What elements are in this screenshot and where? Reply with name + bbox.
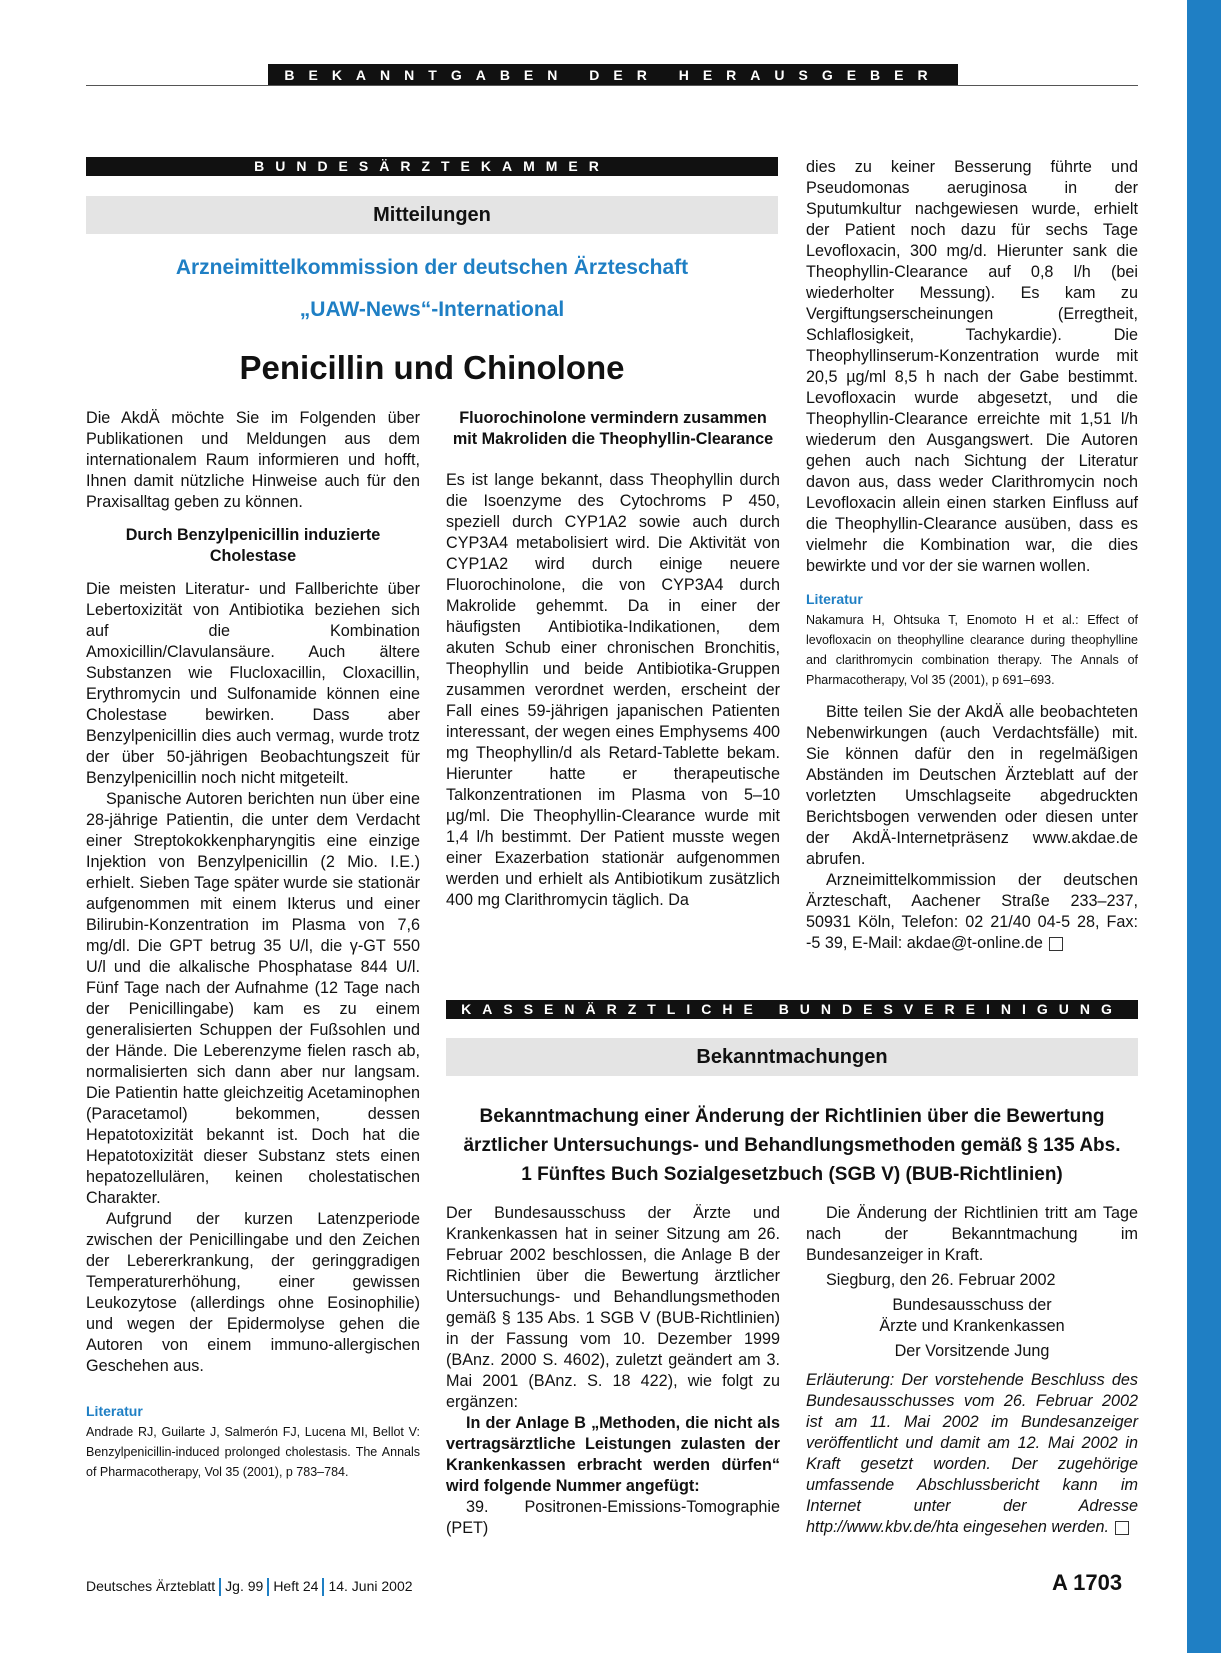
article-title: Penicillin und Chinolone <box>239 349 625 386</box>
header-rule <box>86 85 1138 86</box>
end-mark-icon <box>1115 1521 1129 1535</box>
kbv-column-2 <box>806 1203 1138 1538</box>
section-heading-mitteilungen: Mitteilungen <box>86 196 778 234</box>
footer-citation <box>86 1578 413 1596</box>
note-text: Erläuterung: Der vorstehende Beschluss des Bundesausschusses vom 26. Februar 2002 ist am 11. Mai 2002 im Bundesanzeiger veröffentlicht und damit am 12. Mai 2002 in Kraft gesetzt worden. Der zugehörige umfassende Abschlussbericht kann im Internet unter der Adresse http://www.kbv.de/hta eingesehen werden. <box>806 1371 1138 1536</box>
place-date: Siegburg, den 26. Februar 2002 <box>826 1271 1056 1289</box>
edge-color-bar <box>1187 0 1221 1653</box>
page-number: A 1703 <box>1052 1570 1123 1595</box>
signature-line: Bundesausschuss der <box>892 1296 1052 1314</box>
paragraph: Es ist lange bekannt, dass Theophyllin durch die Isoenzyme des Cytochroms P 450, speziell durch CYP1A2 sowie auch durch CYP3A4 metabolisiert wird. Die Aktivität von CYP1A2 wird durch einige neuere Fluorochinolone, die von CYP3A4 durch Makrolide gehemmt. Da in einer der häufigsten Antibiotika-Indikationen, dem akuten Schub einer chronischen Bronchitis, Theophyllin und beide Antibiotika-Gruppen zusammen verordnet werden, erscheint der Fall eines 59-jährigen japanischen Patienten interessant, der wegen eines Emphysems 400 mg Theophyllin/d als Retard-Tablette bekam. Hierunter hatte er therapeutische Talkonzentrationen im Plasma von 5–10 µg/ml. Die Theophyllin-Clearance wurde mit 1,4 l/h bestimmt. Der Patient musste wegen einer Exazerbation stationär aufgenommen werden und erhielt als Antibiotikum zusätzlich 400 mg Clarithromycin täglich. Da <box>446 471 780 909</box>
baek-section-bar: BUNDESÄRZTEKAMMER <box>86 157 778 176</box>
volume: Jg. 99 <box>225 1578 264 1594</box>
paragraph: dies zu keiner Besserung führte und Pseudomonas aeruginosa in der Sputumkultur nachgewiesen wurde, erhielt der Patient noch dazu für sechs Tage Levofloxacin, 300 mg/d. Hierunter sank die Theophyllin-Clearance auf 0,8 l/h (bei wiederholter Messung). Es kam zu Vergiftungserscheinungen (Erregtheit, Schlaflosigkeit, Tachykardie). Die Theophyllinserum-Konzentration wurde mit 20,5 µg/ml 8,5 h nach der Gabe bestimmt. Levofloxacin wurde abgesetzt, und die Theophyllin-Clearance erreichte mit 1,51 l/h wiederum den Ausgangswert. Die Autoren gehen auch nach Sichtung der Literatur davon aus, dass weder Clarithromycin noch Levofloxacin allein einen starken Einfluss auf die Theophyllin-Clearance ausüben, dass es vielmehr die Kombination war, die dies bewirkte und vor der sie warnen wollen. <box>806 158 1138 575</box>
announcement-title: Bekanntmachung einer Änderung der Richtlinien über die Bewertung ärztlicher Untersuchungs- und Behandlungsmethoden gemäß § 135 Abs. 1 Fünftes Buch Sozialgesetzbuch (SGB V) (BUB-Richtlinien) <box>463 1106 1121 1185</box>
separator <box>219 1578 221 1596</box>
paragraph-item-39: 39. Positronen-Emissions-Tomographie (PET) <box>446 1498 780 1537</box>
explanation-note <box>806 1370 1138 1538</box>
paragraph-anlage-b: In der Anlage B „Methoden, die nicht als vertragsärztliche Leistungen zulasten der Krankenkassen erbracht werden dürfen“ wird folgende Nummer angefügt: <box>446 1414 780 1495</box>
kicker-uaw-news: „UAW-News“-International <box>299 298 565 321</box>
kbv-section-bar: KASSENÄRZTLICHE BUNDESVEREINIGUNG <box>446 1000 1138 1019</box>
end-mark-icon <box>1049 937 1063 951</box>
paragraph: Die meisten Literatur- und Fallberichte über Lebertoxizität von Antibiotika beziehen sich auf die Kombination Amoxicillin/Clavulansäure. Auch ältere Substanzen wie Flucloxacillin, Cloxacillin, Erythromycin und Sulfonamide können eine Cholestase bewirken. Dass aber Benzylpenicillin dies auch vermag, wurde trotz der über 50-jährigen Beobachtungszeit für Benzylpenicillin noch nicht mitgeteilt. <box>86 580 420 787</box>
contact-text: Arzneimittelkommission der deutschen Ärzteschaft, Aachener Straße 233–237, 50931 Köln, Telefon: 02 21/40 04-5 28, Fax: -5 39, E-Mail: akdae@t-online.de <box>806 871 1138 952</box>
subheading-cholestase: Durch Benzylpenicillin induzierte Cholestase <box>125 526 381 565</box>
reference: Andrade RJ, Guilarte J, Salmerón FJ, Lucena MI, Bellot V: Benzylpenicillin-induced prolonged cholestasis. The Annals of Pharmacotherapy, Vol 35 (2001), p 783–784. <box>86 1425 420 1479</box>
section-heading-bekanntmachungen: Bekanntmachungen <box>446 1038 1138 1076</box>
paragraph: Der Bundesausschuss der Ärzte und Krankenkassen hat in seiner Sitzung am 26. Februar 2002 beschlossen, die Anlage B der Richtlinien über die Bewertung ärztlicher Untersuchungs- und Behandlungsmethoden gemäß § 135 Abs. 1 SGB V (BUB-Richtlinien) in der Fassung vom 10. Dezember 1999 (BAnz. 2000 S. 4602), zuletzt geändert am 3. Mai 2001 (BAnz. S. 18 422), wie folgt zu ergänzen: <box>446 1204 780 1411</box>
signature-line: Ärzte und Krankenkassen <box>879 1317 1065 1335</box>
intro-paragraph: Die AkdÄ möchte Sie im Folgenden über Publikationen und Meldungen aus dem internationalem Raum informieren und hofft, Ihnen damit nützliche Hinweise auch für den Praxisalltag geben zu können. <box>86 409 420 511</box>
literature-label: Literatur <box>806 591 863 607</box>
journal-name: Deutsches Ärzteblatt <box>86 1578 216 1594</box>
reference: Nakamura H, Ohtsuka T, Enomoto H et al.: Effect of levofloxacin on theophylline clearance during theophylline and clarithromycin combination therapy. The Annals of Pharmacotherapy, Vol 35 (2001), p 691–693. <box>806 613 1138 687</box>
paragraph: Die Änderung der Richtlinien tritt am Tage nach der Bekanntmachung im Bundesanzeiger in Kraft. <box>806 1204 1138 1264</box>
kicker-akdae: Arzneimittelkommission der deutschen Ärzteschaft <box>175 256 689 279</box>
issue: Heft 24 <box>273 1578 319 1594</box>
literature-label: Literatur <box>86 1403 143 1419</box>
paragraph: Bitte teilen Sie der AkdÄ alle beobachteten Nebenwirkungen (auch Verdachtsfälle) mit. Sie können dafür den in regelmäßigen Abständen im Deutschen Ärzteblatt auf der vorletzten Umschlagseite abgedruckten Berichtsbogen verwenden oder diesen unter der AkdÄ-Internetpräsenz www.akdae.de abrufen. <box>806 703 1138 868</box>
header-banner: BEKANNTGABEN DER HERAUSGEBER <box>268 64 958 86</box>
separator <box>267 1578 269 1596</box>
issue-date: 14. Juni 2002 <box>328 1578 413 1594</box>
column-3 <box>806 157 1138 954</box>
contact-paragraph <box>806 870 1138 954</box>
signature-line: Der Vorsitzende Jung <box>894 1342 1050 1360</box>
column-2 <box>446 408 780 911</box>
paragraph: Spanische Autoren berichten nun über eine 28-jährige Patientin, die unter dem Verdacht einer Streptokokkenpharyngitis eine einzige Injektion von Benzylpenicillin (2 Mio. I.E.) erhielt. Sieben Tage später wurde sie stationär aufgenommen mit einem Ikterus und einer Bilirubin-Konzentration im Plasma von 7,6 mg/dl. Die GPT betrug 35 U/l, die γ-GT 550 U/l und die alkalische Phosphatase 844 U/l. Fünf Tage nach der Aufnahme (12 Tage nach der Penicillingabe) kam es zu einem generalisierten Schuppen der Fußsohlen und der Hände. Die Leberenzyme fielen rasch ab, normalisierten sich dann aber nur langsam. Die Patientin hatte gleichzeitig Acetaminophen (Paracetamol) bekommen, dessen Hepatotoxizität bekannt ist. Doch hat die Hepatotoxizität dieser Substanz stets einen hepatozellulären, keinen cholestatischen Charakter. <box>86 790 420 1207</box>
kbv-column-1 <box>446 1203 780 1539</box>
subheading-fluorochinolone: Fluorochinolone vermindern zusammen mit Makroliden die Theophyllin-Clearance <box>452 409 774 448</box>
column-1 <box>86 408 420 1482</box>
separator <box>322 1578 324 1596</box>
paragraph: Aufgrund der kurzen Latenzperiode zwischen der Penicillingabe und den Zeichen der Lebererkrankung, der geringgradigen Temperaturerhöhung, einer gewissen Leukozytose (allerdings ohne Eosinophilie) und wegen der Epidermolyse gehen die Autoren von einem immuno-allergischen Geschehen aus. <box>86 1210 420 1375</box>
